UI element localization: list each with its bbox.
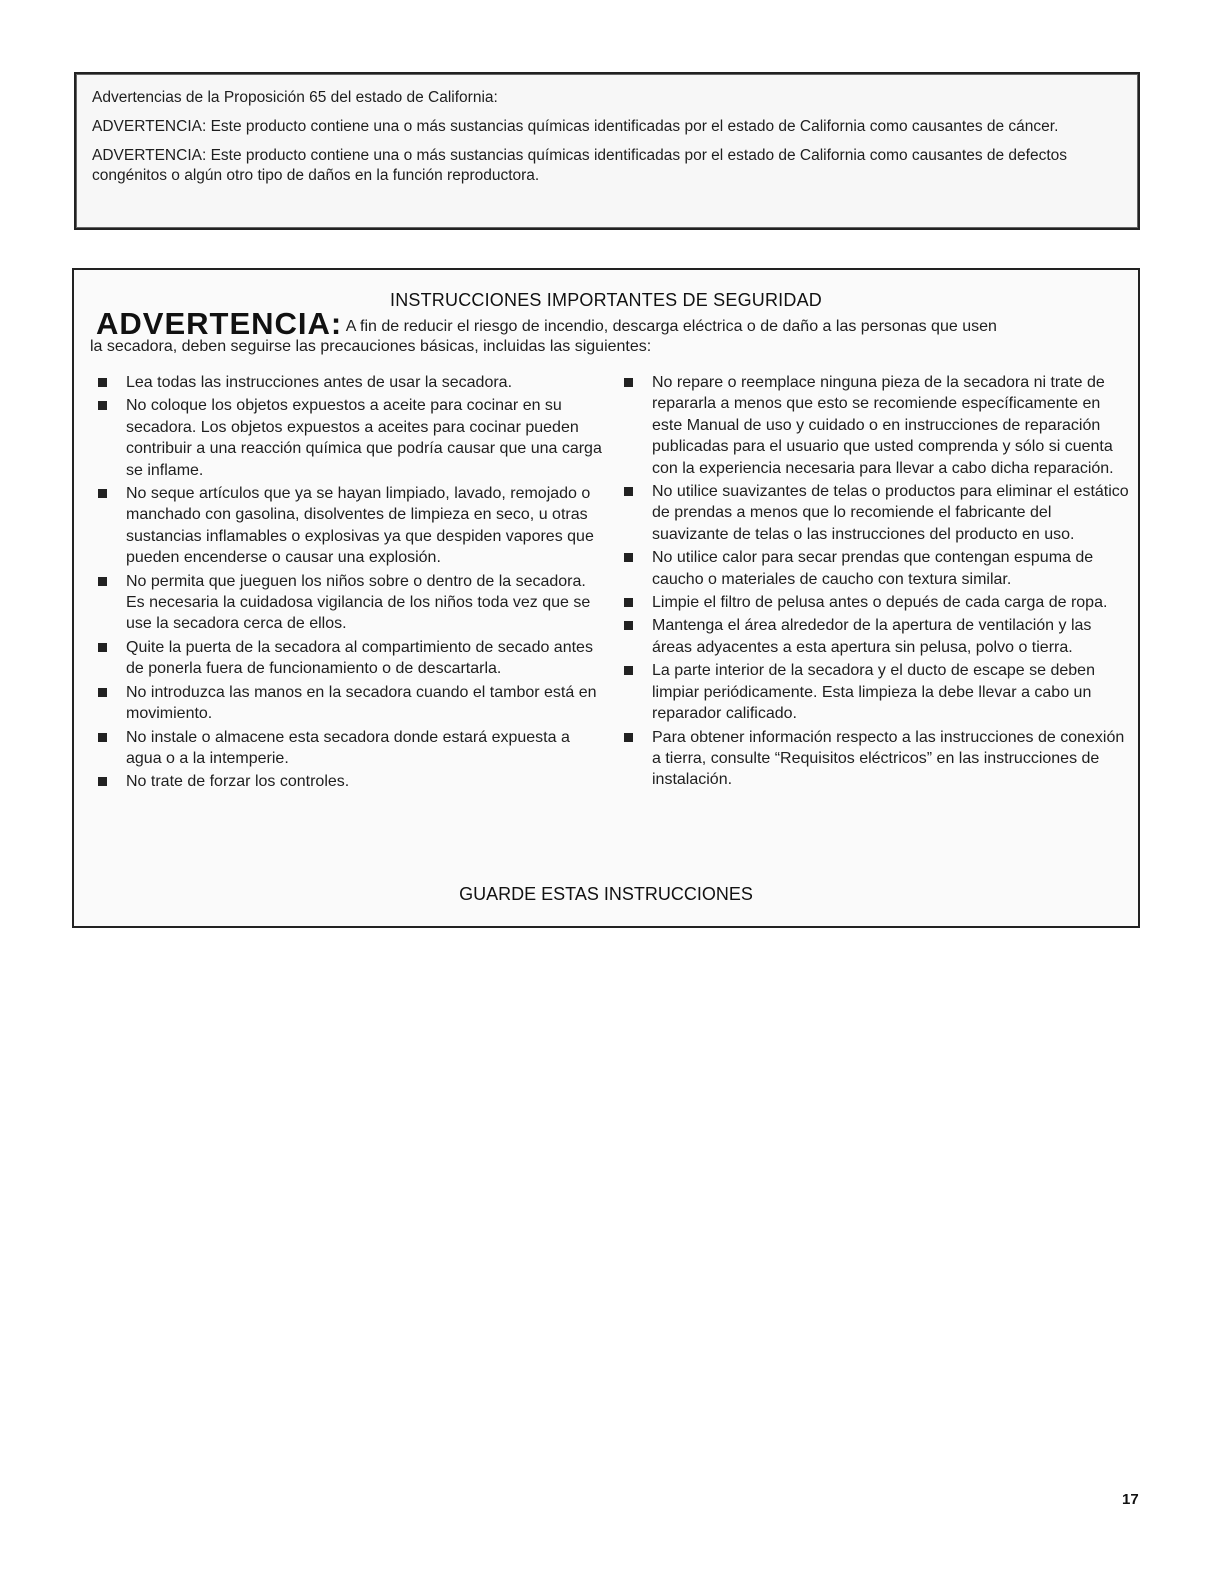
square-bullet-icon [98,733,107,742]
list-item: No instale o almacene esta secadora donde estará expuesta a agua o a la intemperie. [96,727,606,770]
prop65-birth-defect-warning: ADVERTENCIA: Este producto contiene una o más sustancias químicas identificadas por el estado de California como causantes de defectos congénitos o algún otro tipo de daños en la función reproductora. [92,147,1068,184]
safety-list-right [622,372,1132,793]
list-item: Para obtener información respecto a las instrucciones de conexión a tierra, consulte “Requisitos eléctricos” en las instrucciones de instalación. [622,727,1132,791]
warning-word: ADVERTENCIA: [96,306,343,341]
save-instructions-title: GUARDE ESTAS INSTRUCCIONES [459,884,753,904]
list-item: No utilice calor para secar prendas que contengan espuma de caucho o materiales de caucho con textura similar. [622,547,1132,590]
list-item: La parte interior de la secadora y el ducto de escape se deben limpiar periódicamente. Esta limpieza la debe llevar a cabo un reparador calificado. [622,660,1132,724]
prop65-cancer-warning: ADVERTENCIA: Este producto contiene una o más sustancias químicas identificadas por el estado de California como causantes de cáncer. [92,118,1059,135]
list-item: Limpie el filtro de pelusa antes o depués de cada carga de ropa. [622,592,1132,613]
list-item: No coloque los objetos expuestos a aceite para cocinar en su secadora. Los objetos expuestos a aceites para cocinar pueden contribuir a una reacción química que podría causar que una carga se inflame. [96,395,606,481]
square-bullet-icon [624,553,633,562]
list-item: Mantenga el área alrededor de la apertura de ventilación y las áreas adyacentes a esta apertura sin pelusa, polvo o tierra. [622,615,1132,658]
square-bullet-icon [624,378,633,387]
list-item: No seque artículos que ya se hayan limpiado, lavado, remojado o manchado con gasolina, disolventes de limpieza en seco, u otras sustancias inflamables o explosivas ya que despiden vapores que pueden encenderse o causar una explosión. [96,483,606,569]
square-bullet-icon [624,733,633,742]
list-item: Quite la puerta de la secadora al compartimiento de secado antes de ponerla fuera de funcionamiento o de descartarla. [96,637,606,680]
warning-intro-line1: A fin de reducir el riesgo de incendio, descarga eléctrica o de daño a las personas que usen [345,318,997,335]
square-bullet-icon [98,777,107,786]
square-bullet-icon [98,688,107,697]
prop65-heading: Advertencias de la Proposición 65 del estado de California: [92,89,498,106]
warning-intro-line2: la secadora, deben seguirse las precauciones básicas, incluidas las siguientes: [90,338,652,355]
square-bullet-icon [98,401,107,410]
square-bullet-icon [624,666,633,675]
square-bullet-icon [98,577,107,586]
warning-intro [90,306,1096,357]
prop65-warning-box [74,72,1140,230]
page-number: 17 [1122,1491,1139,1508]
square-bullet-icon [624,598,633,607]
square-bullet-icon [98,643,107,652]
safety-instructions-box [72,268,1140,928]
list-item: No introduzca las manos en la secadora cuando el tambor está en movimiento. [96,682,606,725]
square-bullet-icon [624,487,633,496]
list-item: No trate de forzar los controles. [96,771,606,792]
list-item: No permita que jueguen los niños sobre o dentro de la secadora. Es necesaria la cuidadosa vigilancia de los niños toda vez que se use la secadora cerca de ellos. [96,571,606,635]
list-item: No repare o reemplace ninguna pieza de la secadora ni trate de repararla a menos que esto se recomiende específicamente en este Manual de uso y cuidado o en instrucciones de reparación publicadas para el usuario que usted comprenda y sólo si cuenta con la experiencia necesaria para llevar a cabo dicha reparación. [622,372,1132,479]
square-bullet-icon [624,621,633,630]
safety-list-left [96,372,606,795]
square-bullet-icon [98,489,107,498]
list-item: Lea todas las instrucciones antes de usar la secadora. [96,372,606,393]
square-bullet-icon [98,378,107,387]
safety-title: INSTRUCCIONES IMPORTANTES DE SEGURIDAD [390,290,822,310]
list-item: No utilice suavizantes de telas o productos para eliminar el estático de prendas a menos que lo recomiende el fabricante del suavizante de telas o las instrucciones del producto en uso. [622,481,1132,545]
